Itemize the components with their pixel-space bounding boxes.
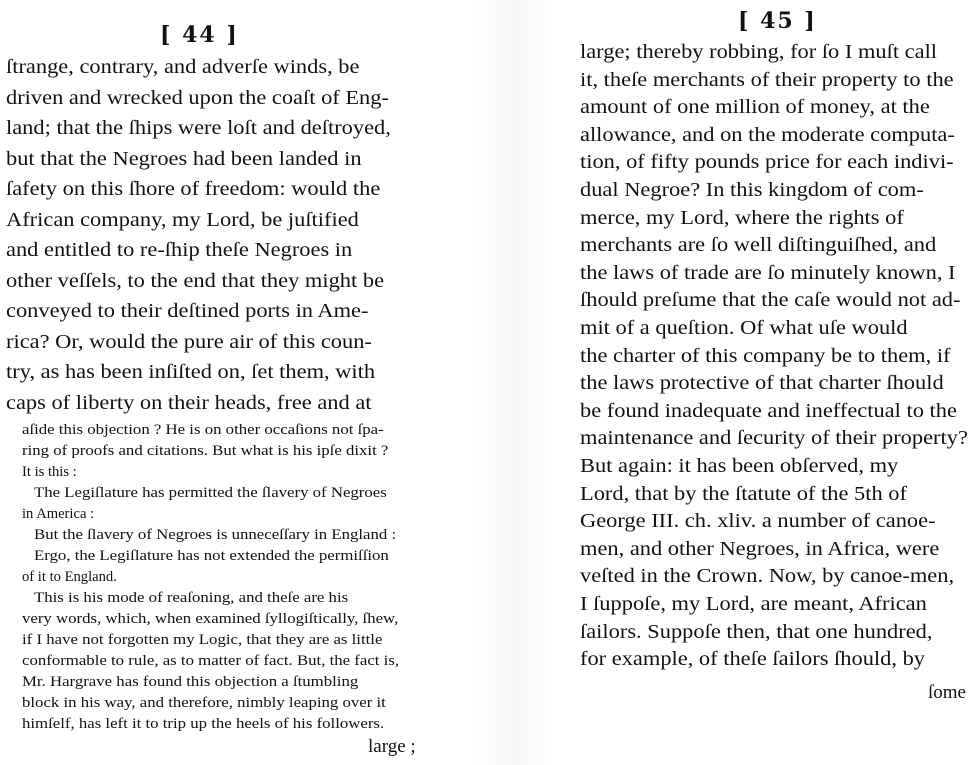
footnote-line: himſelf, has left it to trip up the heels of his followers. [22, 716, 385, 732]
footnote-line: in America : [22, 506, 95, 522]
body-line: maintenance and ſecurity of their property? [580, 428, 968, 450]
body-line: but that the Negroes had been landed in [6, 148, 362, 170]
footnote-line: But the ſlavery of Negroes is unneceſſary in England : [34, 527, 397, 543]
body-line: merchants are ſo well diſtinguiſhed, and [580, 235, 937, 257]
right-page [560, 0, 980, 765]
footnote-line: of it to England. [22, 569, 117, 585]
body-line: land; that the ſhips were loſt and deſtroyed, [6, 118, 391, 139]
body-line: the laws protective of that charter ſhould [580, 373, 944, 395]
body-line: other veſſels, to the end that they might be [6, 270, 385, 292]
left-catchword: large ; [368, 736, 416, 757]
footnote-line: block in his way, and therefore, nimbly leaping over it [22, 695, 386, 711]
footnote-line: The Legiſlature has permitted the ſlavery of Negroes [34, 485, 387, 501]
body-line: the laws of trade are ſo minutely known, I [580, 262, 956, 284]
body-line: men, and other Negroes, in Africa, were [580, 538, 940, 560]
body-line: tion, of fifty pounds price for each indivi- [580, 152, 954, 174]
left-page-number: [ 44 ] [160, 22, 239, 48]
body-line: allowance, and on the moderate computa- [580, 124, 955, 146]
body-line: driven and wrecked upon the coaſt of Eng- [6, 87, 389, 109]
body-line: rica? Or, would the pure air of this coun- [6, 331, 372, 353]
footnote-line: conformable to rule, as to matter of fact. But, the fact is, [22, 653, 400, 669]
footnote-line: ring of proofs and citations. But what is his ipſe dixit ? [22, 443, 389, 459]
body-line: veſted in the Crown. Now, by canoe-men, [580, 566, 955, 588]
body-line: try, as has been inſiſted on, ſet them, with [6, 362, 376, 383]
body-line: African company, my Lord, be juſtified [6, 209, 359, 231]
body-line: mit of a queſtion. Of what uſe would [580, 318, 908, 339]
book-gutter [470, 0, 560, 765]
right-page-number: [ 45 ] [738, 8, 817, 34]
footnote-line: very words, which, when examined ſyllogiſtically, ſhew, [22, 611, 399, 627]
body-line: Lord, that by the ſtatute of the 5th of [580, 483, 907, 505]
body-line: be found inadequate and ineffectual to the [580, 400, 957, 422]
right-catchword: ſome [928, 682, 966, 703]
body-line: ſtrange, contrary, and adverſe winds, be [6, 57, 360, 78]
footnote-line: Mr. Hargrave has found this objection a ſtumbling [22, 674, 359, 690]
body-line: and entitled to re-ſhip theſe Negroes in [6, 240, 353, 261]
body-line: But again: it has been obſerved, my [580, 456, 899, 477]
body-line: the charter of this company be to them, if [580, 345, 951, 367]
body-line: ſhould preſume that the caſe would not ad- [580, 290, 961, 312]
body-line: conveyed to their deſtined ports in Ame- [6, 301, 369, 322]
body-line: caps of liberty on their heads, free and at [6, 392, 372, 414]
footnote-line: aſide this objection ? He is on other occaſions not ſpa- [22, 422, 384, 438]
body-line: it, theſe merchants of their property to the [580, 69, 954, 91]
body-line: ſafety on this ſhore of freedom: would the [6, 179, 381, 200]
body-line: George III. ch. xliv. a number of canoe- [580, 511, 936, 533]
left-page [0, 0, 470, 765]
body-line: for example, of theſe ſailors ſhould, by [580, 649, 926, 671]
footnote-line: Ergo, the Legiſlature has not extended the permiſſion [34, 548, 389, 564]
body-line: ſailors. Suppoſe then, that one hundred, [580, 621, 933, 643]
footnote-line: It is this : [22, 464, 77, 480]
footnote-line: if I have not forgotten my Logic, that they are as little [22, 632, 383, 648]
body-line: dual Negroe? In this kingdom of com- [580, 180, 924, 201]
body-line: I ſuppoſe, my Lord, are meant, African [580, 594, 927, 615]
body-line: merce, my Lord, where the rights of [580, 207, 904, 229]
body-line: large; thereby robbing, for ſo I muſt call [580, 42, 938, 63]
footnote-line: This is his mode of reaſoning, and theſe are his [34, 590, 349, 606]
body-line: amount of one million of money, at the [580, 97, 930, 119]
